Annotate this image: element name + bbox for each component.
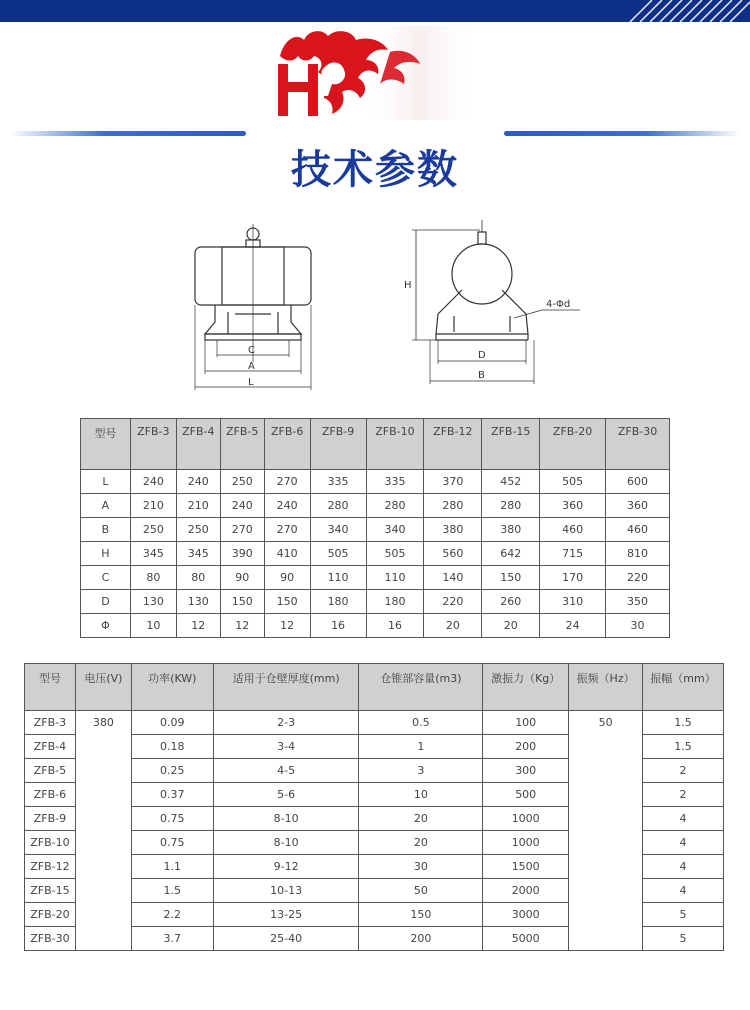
table-cell: 340 [366,518,424,542]
table-row [81,614,670,638]
table-row [81,566,670,590]
table-cell: 12 [264,614,310,638]
table-cell: 250 [176,518,220,542]
row-label: C [81,566,131,590]
table-cell: 380 [424,518,482,542]
capacity-cell: 3 [359,759,483,783]
spec-header-row [25,664,724,711]
table-cell: 240 [176,470,220,494]
force-cell: 1500 [483,855,569,879]
model-cell: ZFB-5 [25,759,76,783]
thickness-cell: 3-4 [213,735,359,759]
col-header: 型号 [81,419,131,470]
table-cell: 250 [220,470,264,494]
table-cell: 210 [130,494,176,518]
table-cell: 240 [264,494,310,518]
table-cell: 335 [310,470,366,494]
table-cell: 350 [606,590,670,614]
capacity-cell: 20 [359,807,483,831]
side-label-b: B [478,370,485,381]
amplitude-cell: 4 [643,879,724,903]
row-label: D [81,590,131,614]
power-cell: 3.7 [131,927,213,951]
row-label: L [81,470,131,494]
thickness-cell: 5-6 [213,783,359,807]
col-header: 型号 [25,664,76,711]
table-cell: 270 [264,518,310,542]
amplitude-cell: 5 [643,903,724,927]
table-cell: 280 [482,494,540,518]
thickness-cell: 8-10 [213,807,359,831]
table-cell: 90 [220,566,264,590]
force-cell: 1000 [483,807,569,831]
col-header: 振幅（mm） [643,664,724,711]
power-cell: 1.1 [131,855,213,879]
table-cell: 220 [424,590,482,614]
col-header: 振频（Hz） [569,664,643,711]
front-label-l: L [248,377,254,388]
col-header: ZFB-4 [176,419,220,470]
power-cell: 0.18 [131,735,213,759]
amplitude-cell: 2 [643,759,724,783]
front-label-a: A [248,361,255,372]
table-cell: 170 [540,566,606,590]
table-cell: 80 [130,566,176,590]
side-label-d: D [478,350,486,361]
col-header: ZFB-10 [366,419,424,470]
table-cell: 80 [176,566,220,590]
hole-label: 4-Φd [546,299,571,310]
capacity-cell: 150 [359,903,483,927]
table-cell: 310 [540,590,606,614]
table-cell: 380 [482,518,540,542]
table-cell: 130 [176,590,220,614]
table-cell: 280 [424,494,482,518]
table-cell: 335 [366,470,424,494]
table-cell: 20 [424,614,482,638]
table-cell: 345 [176,542,220,566]
amplitude-cell: 4 [643,807,724,831]
table-cell: 460 [540,518,606,542]
table-cell: 16 [310,614,366,638]
col-header: 激振力（Kg） [483,664,569,711]
table-cell: 240 [220,494,264,518]
row-label: Φ [81,614,131,638]
table-cell: 642 [482,542,540,566]
col-header: ZFB-3 [130,419,176,470]
dimension-header-row [81,419,670,470]
thickness-cell: 25-40 [213,927,359,951]
force-cell: 1000 [483,831,569,855]
model-cell: ZFB-3 [25,711,76,735]
power-cell: 0.25 [131,759,213,783]
capacity-cell: 10 [359,783,483,807]
capacity-cell: 0.5 [359,711,483,735]
table-cell: 30 [606,614,670,638]
model-cell: ZFB-4 [25,735,76,759]
amplitude-cell: 4 [643,831,724,855]
capacity-cell: 50 [359,879,483,903]
amplitude-cell: 5 [643,927,724,951]
thickness-cell: 13-25 [213,903,359,927]
table-cell: 280 [366,494,424,518]
thickness-cell: 10-13 [213,879,359,903]
row-label: H [81,542,131,566]
table-cell: 10 [130,614,176,638]
table-cell: 715 [540,542,606,566]
dimension-table [80,418,670,638]
thickness-cell: 4-5 [213,759,359,783]
table-cell: 810 [606,542,670,566]
table-row [25,711,724,735]
thickness-cell: 9-12 [213,855,359,879]
table-cell: 110 [310,566,366,590]
table-row [81,470,670,494]
table-cell: 110 [366,566,424,590]
force-cell: 2000 [483,879,569,903]
top-banner [0,0,750,22]
table-cell: 505 [366,542,424,566]
col-header: 适用于仓壁厚度(mm) [213,664,359,711]
table-row [81,542,670,566]
force-cell: 300 [483,759,569,783]
table-cell: 370 [424,470,482,494]
power-cell: 0.75 [131,831,213,855]
model-cell: ZFB-30 [25,927,76,951]
table-cell: 270 [264,470,310,494]
amplitude-cell: 2 [643,783,724,807]
power-cell: 0.09 [131,711,213,735]
capacity-cell: 30 [359,855,483,879]
front-label-c: C [248,345,255,356]
table-cell: 12 [220,614,264,638]
table-cell: 20 [482,614,540,638]
banner-stripes [620,0,750,22]
page-title: 技术参数 [291,147,459,193]
table-cell: 280 [310,494,366,518]
row-label: A [81,494,131,518]
table-cell: 12 [176,614,220,638]
force-cell: 500 [483,783,569,807]
force-cell: 200 [483,735,569,759]
table-cell: 340 [310,518,366,542]
model-cell: ZFB-6 [25,783,76,807]
capacity-cell: 20 [359,831,483,855]
row-label: B [81,518,131,542]
amplitude-cell: 4 [643,855,724,879]
table-cell: 460 [606,518,670,542]
title-divider-left [10,131,246,136]
power-cell: 0.75 [131,807,213,831]
capacity-cell: 1 [359,735,483,759]
thickness-cell: 2-3 [213,711,359,735]
table-cell: 560 [424,542,482,566]
table-row [81,494,670,518]
table-cell: 140 [424,566,482,590]
table-cell: 260 [482,590,540,614]
table-cell: 360 [540,494,606,518]
force-cell: 100 [483,711,569,735]
table-cell: 210 [176,494,220,518]
table-cell: 180 [366,590,424,614]
model-cell: ZFB-20 [25,903,76,927]
table-cell: 505 [540,470,606,494]
dimension-drawing [180,212,600,394]
company-logo [270,26,480,120]
table-cell: 16 [366,614,424,638]
table-cell: 452 [482,470,540,494]
table-cell: 250 [130,518,176,542]
model-cell: ZFB-9 [25,807,76,831]
model-cell: ZFB-15 [25,879,76,903]
table-cell: 90 [264,566,310,590]
frequency-cell: 50 [569,711,643,951]
table-cell: 345 [130,542,176,566]
voltage-cell: 380 [75,711,131,951]
col-header: ZFB-12 [424,419,482,470]
col-header: 功率(KW) [131,664,213,711]
spec-table [24,663,724,951]
col-header: ZFB-30 [606,419,670,470]
power-cell: 0.37 [131,783,213,807]
side-label-h: H [404,280,412,291]
amplitude-cell: 1.5 [643,711,724,735]
col-header: ZFB-15 [482,419,540,470]
power-cell: 2.2 [131,903,213,927]
table-cell: 24 [540,614,606,638]
thickness-cell: 8-10 [213,831,359,855]
table-cell: 150 [264,590,310,614]
col-header: ZFB-9 [310,419,366,470]
table-cell: 390 [220,542,264,566]
col-header: 仓锥部容量(m3) [359,664,483,711]
power-cell: 1.5 [131,879,213,903]
table-row [81,518,670,542]
table-cell: 220 [606,566,670,590]
col-header: 电压(V) [75,664,131,711]
table-cell: 180 [310,590,366,614]
force-cell: 5000 [483,927,569,951]
col-header: ZFB-5 [220,419,264,470]
table-cell: 270 [220,518,264,542]
table-cell: 505 [310,542,366,566]
force-cell: 3000 [483,903,569,927]
table-cell: 600 [606,470,670,494]
amplitude-cell: 1.5 [643,735,724,759]
table-cell: 240 [130,470,176,494]
table-cell: 360 [606,494,670,518]
table-cell: 130 [130,590,176,614]
table-cell: 150 [220,590,264,614]
col-header: ZFB-20 [540,419,606,470]
table-cell: 150 [482,566,540,590]
table-cell: 410 [264,542,310,566]
capacity-cell: 200 [359,927,483,951]
model-cell: ZFB-12 [25,855,76,879]
col-header: ZFB-6 [264,419,310,470]
title-divider-right [504,131,740,136]
model-cell: ZFB-10 [25,831,76,855]
table-row [81,590,670,614]
